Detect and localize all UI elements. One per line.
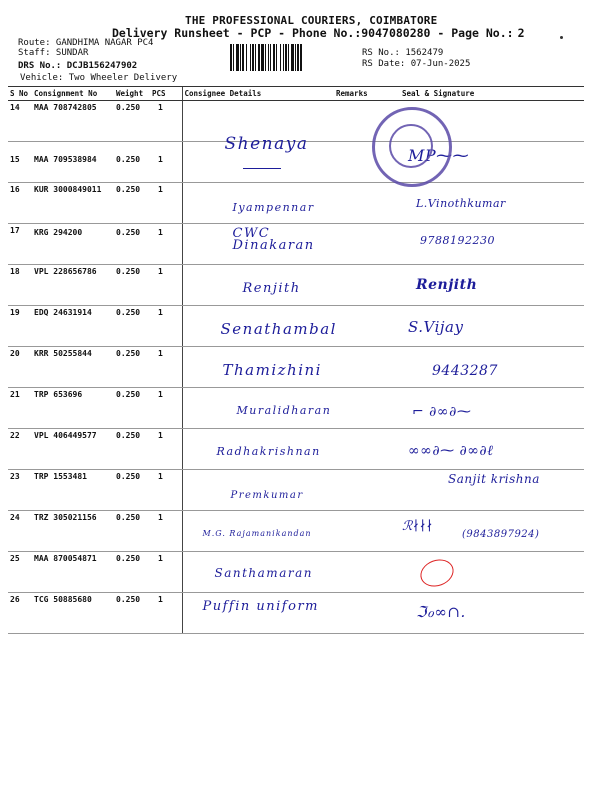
signature-scribble: ⌐ ∂∞∂⁓ bbox=[412, 404, 472, 420]
remarks-cell bbox=[334, 224, 388, 265]
consignee-cell bbox=[182, 134, 334, 183]
weight-cell: 0.250 bbox=[114, 593, 150, 634]
consignee-handwriting: CWC Dinakaran bbox=[232, 226, 315, 253]
remarks-cell bbox=[334, 429, 388, 470]
remarks-cell bbox=[334, 511, 388, 552]
pcs-cell: 1 bbox=[150, 429, 182, 470]
consignee-handwriting: Thamizhini bbox=[222, 361, 322, 379]
consignment-cell: TRP 653696 bbox=[32, 388, 114, 429]
signature-cell bbox=[388, 224, 584, 265]
barcode bbox=[230, 44, 358, 71]
consignment-cell: KRG 294200 bbox=[32, 224, 114, 265]
consignment-cell: KUR 3000849011 bbox=[32, 183, 114, 224]
sno-cell: 19 bbox=[8, 306, 32, 347]
rs-date: RS Date: 07-Jun-2025 bbox=[362, 59, 471, 69]
col-consignee: Consignee Details bbox=[182, 87, 334, 101]
col-pcs: PCS bbox=[150, 87, 182, 101]
signature-handwriting: 9788192230 bbox=[420, 234, 495, 247]
signature-handwriting: L.Vinothkumar bbox=[416, 197, 506, 210]
sno-cell: 24 bbox=[8, 511, 32, 552]
table-row bbox=[8, 224, 584, 265]
weight-cell: 0.250 bbox=[114, 183, 150, 224]
weight-cell: 0.250 bbox=[114, 552, 150, 593]
courier-seal bbox=[372, 107, 452, 187]
table-row bbox=[8, 511, 584, 552]
signature-handwriting: (9843897924) bbox=[462, 529, 540, 540]
dot-mark bbox=[560, 36, 563, 39]
sno-cell: 23 bbox=[8, 470, 32, 511]
sno-cell: 21 bbox=[8, 388, 32, 429]
signature-cell bbox=[388, 593, 584, 634]
col-consignment: Consignment No bbox=[32, 87, 114, 101]
table-row bbox=[8, 306, 584, 347]
pcs-cell: 1 bbox=[150, 388, 182, 429]
col-remarks: Remarks bbox=[334, 87, 388, 101]
consignment-cell: TCG 50885680 bbox=[32, 593, 114, 634]
weight-cell: 0.250 bbox=[114, 388, 150, 429]
pcs-cell: 1 bbox=[150, 142, 182, 183]
signature-scribble: ℑℴ∞∩. bbox=[416, 603, 466, 621]
signature-cell bbox=[388, 511, 584, 552]
sno-cell: 25 bbox=[8, 552, 32, 593]
consignee-handwriting: Iyampennar bbox=[232, 201, 315, 214]
table-row bbox=[8, 470, 584, 511]
remarks-cell bbox=[334, 552, 388, 593]
signature-cell bbox=[388, 183, 584, 224]
sno-cell: 20 bbox=[8, 347, 32, 388]
sno-cell: 26 bbox=[8, 593, 32, 634]
consignee-cell bbox=[182, 470, 334, 511]
signature-cell bbox=[388, 552, 584, 593]
rs-number: RS No.: 1562479 bbox=[362, 48, 444, 58]
table-header-row bbox=[8, 87, 584, 101]
route-label: Route: GANDHIMA NAGAR PC4 bbox=[18, 38, 154, 48]
signature-handwriting: Renjith bbox=[416, 277, 478, 293]
pcs-cell: 1 bbox=[150, 306, 182, 347]
remarks-cell bbox=[334, 470, 388, 511]
runsheet-table bbox=[8, 86, 584, 634]
weight-cell: 0.250 bbox=[114, 101, 150, 142]
table-row bbox=[8, 183, 584, 224]
table-row bbox=[8, 552, 584, 593]
subtitle-text: Delivery Runsheet - PCP - Phone No.:9047080280 - Page No.: bbox=[112, 26, 514, 40]
staff-label: Staff: SUNDAR bbox=[18, 48, 89, 58]
weight-cell: 0.250 bbox=[114, 347, 150, 388]
weight-cell: 0.250 bbox=[114, 224, 150, 265]
consignee-cell bbox=[182, 347, 334, 388]
sno-cell: 18 bbox=[8, 265, 32, 306]
sno-cell: 16 bbox=[8, 183, 32, 224]
consignee-handwriting: M.G. Rajamanikandan bbox=[202, 529, 312, 538]
signature-handwriting: S.Vijay bbox=[408, 318, 464, 336]
consignment-cell: MAA 708742805 bbox=[32, 101, 114, 142]
signature-cell bbox=[388, 429, 584, 470]
drs-number: DRS No.: DCJB156247902 bbox=[18, 61, 138, 71]
page-number: 2 bbox=[517, 26, 525, 40]
consignee-cell bbox=[182, 224, 334, 265]
col-signature: Seal & Signature bbox=[388, 87, 584, 101]
pcs-cell: 1 bbox=[150, 265, 182, 306]
table-row bbox=[8, 347, 584, 388]
table-row bbox=[8, 142, 584, 183]
vehicle-label: Vehicle: Two Wheeler Delivery bbox=[20, 73, 178, 83]
consignment-cell: KRR 50255844 bbox=[32, 347, 114, 388]
consignment-cell: TRP 1553481 bbox=[32, 470, 114, 511]
pcs-cell: 1 bbox=[150, 593, 182, 634]
signature-scribble: ℛ∤∤∤ bbox=[402, 519, 434, 534]
remarks-cell bbox=[334, 265, 388, 306]
weight-cell: 0.250 bbox=[114, 429, 150, 470]
weight-cell: 0.250 bbox=[114, 265, 150, 306]
sno-cell: 14 bbox=[8, 101, 32, 142]
company-title: THE PROFESSIONAL COURIERS, COIMBATORE bbox=[185, 14, 438, 27]
consignee-cell bbox=[182, 388, 334, 429]
table-row bbox=[8, 429, 584, 470]
pcs-cell: 1 bbox=[150, 183, 182, 224]
weight-cell: 0.250 bbox=[114, 511, 150, 552]
consignee-cell bbox=[182, 183, 334, 224]
consignee-handwriting: Renjith bbox=[242, 281, 301, 296]
signature-scribble: MP⁓⁓ bbox=[408, 146, 470, 165]
barcode-bar bbox=[302, 44, 303, 71]
consignee-handwriting: Muralidharan bbox=[236, 404, 332, 417]
pcs-cell: 1 bbox=[150, 511, 182, 552]
signature-scribble: ∞∞∂⁓ ∂∞∂ℓ bbox=[408, 443, 494, 459]
consignee-handwriting: Shenaya bbox=[224, 134, 309, 154]
remarks-cell bbox=[334, 388, 388, 429]
sno-cell: 15 bbox=[8, 142, 32, 183]
consignee-cell bbox=[182, 265, 334, 306]
signature-cell bbox=[388, 265, 584, 306]
consignment-cell: VPL 406449577 bbox=[32, 429, 114, 470]
remarks-cell bbox=[334, 306, 388, 347]
consignee-cell bbox=[182, 511, 334, 552]
pcs-cell: 1 bbox=[150, 470, 182, 511]
signature-cell bbox=[388, 388, 584, 429]
pen-stroke bbox=[243, 168, 281, 169]
table-row bbox=[8, 388, 584, 429]
remarks-cell bbox=[334, 347, 388, 388]
signature-cell bbox=[388, 306, 584, 347]
consignment-cell: MAA 870054871 bbox=[32, 552, 114, 593]
signature-handwriting: 9443287 bbox=[432, 363, 498, 379]
table-row bbox=[8, 265, 584, 306]
consignee-cell bbox=[182, 552, 334, 593]
remarks-cell bbox=[334, 183, 388, 224]
consignee-cell bbox=[182, 306, 337, 347]
remarks-cell bbox=[334, 593, 388, 634]
col-weight: Weight bbox=[114, 87, 150, 101]
signature-handwriting: Sanjit krishna bbox=[448, 472, 540, 486]
signature-cell bbox=[388, 347, 584, 388]
pcs-cell: 1 bbox=[150, 347, 182, 388]
pcs-cell: 1 bbox=[150, 101, 182, 142]
consignment-cell: MAA 709538984 bbox=[32, 142, 114, 183]
consignee-handwriting: Santhamaran bbox=[214, 566, 313, 580]
weight-cell: 0.250 bbox=[114, 470, 150, 511]
consignment-cell: EDQ 24631914 bbox=[32, 306, 114, 347]
consignment-cell: VPL 228656786 bbox=[32, 265, 114, 306]
pcs-cell: 1 bbox=[150, 224, 182, 265]
weight-cell: 0.250 bbox=[114, 142, 150, 183]
sno-cell: 17 bbox=[8, 224, 32, 265]
table-row bbox=[8, 593, 584, 634]
consignee-cell bbox=[182, 429, 334, 470]
col-sno: S No bbox=[8, 87, 32, 101]
consignee-handwriting: Senathambal bbox=[220, 320, 337, 338]
consignee-handwriting: Puffin uniform bbox=[202, 599, 319, 614]
sno-cell: 22 bbox=[8, 429, 32, 470]
pcs-cell: 1 bbox=[150, 552, 182, 593]
weight-cell: 0.250 bbox=[114, 306, 150, 347]
signature-cell bbox=[388, 470, 584, 511]
consignee-handwriting: Premkumar bbox=[230, 490, 304, 501]
consignment-cell: TRZ 305021156 bbox=[32, 511, 114, 552]
consignee-cell bbox=[182, 593, 334, 634]
consignee-handwriting: Radhakrishnan bbox=[216, 445, 321, 458]
runsheet-subtitle bbox=[112, 26, 525, 40]
